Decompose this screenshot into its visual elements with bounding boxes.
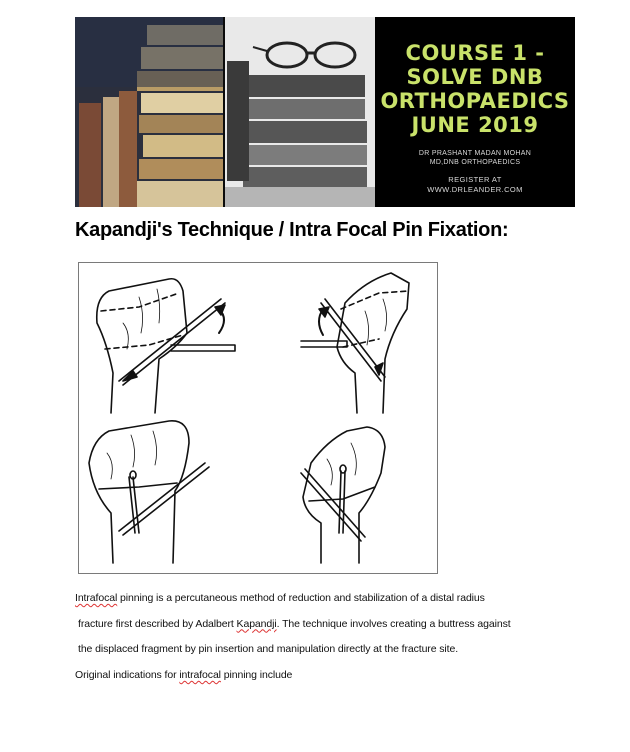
author-info (375, 149, 575, 167)
author-qualification: MD,DNB ORTHOPAEDICS (429, 159, 521, 166)
course-title (375, 41, 575, 137)
register-label: REGISTER AT (448, 175, 502, 184)
banner-glasses-photo (225, 17, 375, 207)
text-span: fracture first described by Adalbert (78, 617, 237, 630)
spellcheck-word: intrafocal (179, 668, 221, 681)
author-name: DR PRASHANT MADAN MOHAN (418, 150, 532, 157)
description-text (75, 586, 595, 688)
course-title-line: SOLVE DNB (406, 65, 544, 89)
spellcheck-word: Intrafocal (75, 592, 118, 604)
register-url: WWW.DRLEANDER.COM (427, 185, 523, 194)
course-title-line: COURSE 1 - (405, 41, 545, 65)
paragraph-line (75, 663, 595, 689)
course-title-line: JUNE 2019 (411, 113, 539, 137)
radius-fracture-illustration (79, 263, 437, 573)
paragraph-line (75, 612, 595, 638)
kapandji-technique-figure (78, 262, 438, 574)
banner-books-photo (75, 17, 223, 207)
text-span: . The technique involves creating a buttress against (276, 617, 511, 630)
banner-text-panel (375, 17, 575, 207)
paragraph-line: the displaced fragment by pin insertion and manipulation directly at the fracture site. (78, 643, 459, 656)
text-span: pinning include (220, 668, 293, 681)
text-span: pinning is a percutaneous method of reduction and stabilization of a distal radius (117, 592, 485, 604)
page-heading: Kapandji's Technique / Intra Focal Pin Fixation: (75, 219, 509, 241)
register-info (375, 175, 575, 195)
text-span: Original indications for (75, 668, 180, 681)
course-title-line: ORTHOPAEDICS (380, 89, 570, 113)
spellcheck-word: Kapandji (236, 617, 277, 630)
course-banner (75, 17, 575, 207)
paragraph-line (75, 586, 595, 612)
